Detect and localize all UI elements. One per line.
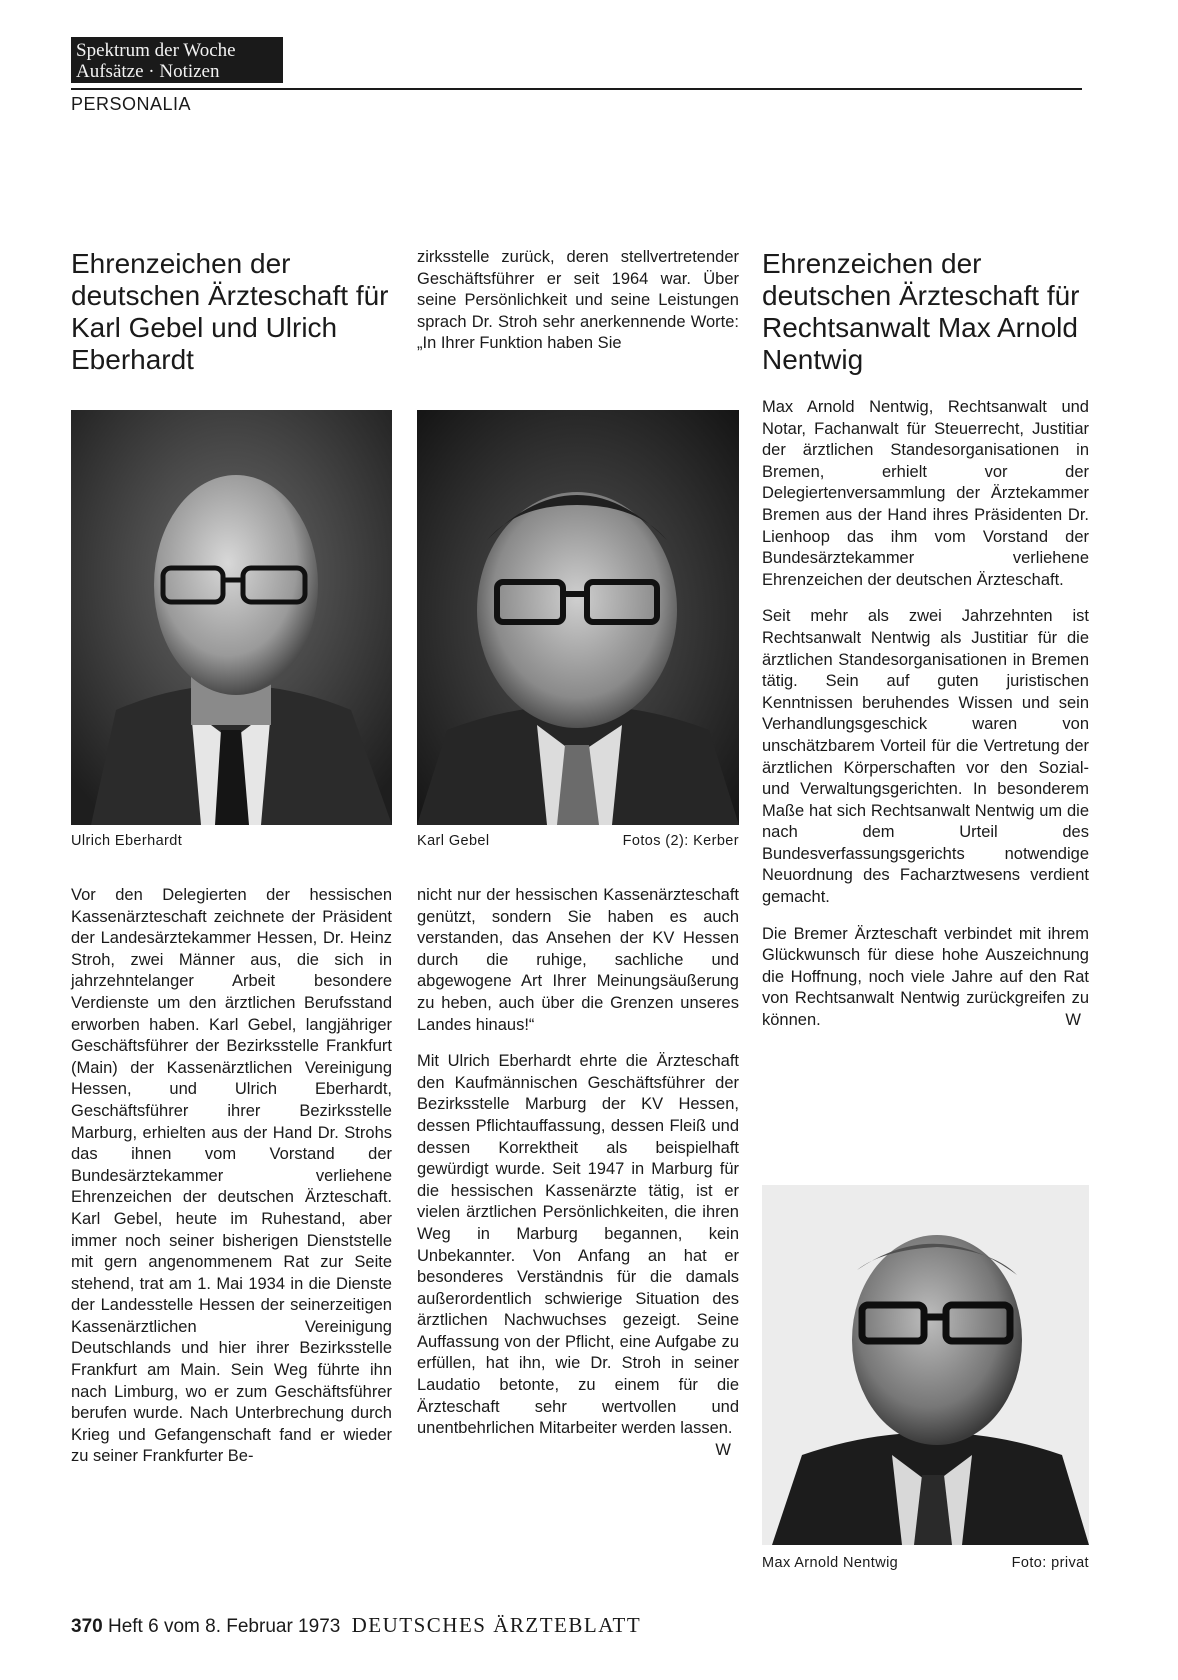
body-paragraph: Max Arnold Nentwig, Rechtsanwalt und Notar, Fachanwalt für Steuerrecht, Justitiar der ärztlichen Standesorganisationen in Bremen, erhielt vor der Delegiertenversammlung der Ärztekammer Bremen aus der Hand ihres Präsidenten Dr. Lienhoop das ihm vom Vorstand der Bundesärztekammer verliehene Ehrenzeichen der deutschen Ärzteschaft. xyxy=(762,398,1089,589)
section-subtitle: Aufsätze · Notizen xyxy=(76,61,220,82)
photo-credit-kerber: Fotos (2): Kerber xyxy=(622,833,739,849)
article-body-column-3 xyxy=(762,397,1089,1032)
body-paragraph xyxy=(762,924,1089,1032)
body-paragraph-text: Mit Ulrich Eberhardt ehrte die Ärzteschaft den Kaufmännischen Geschäftsführer der Bezirksstelle Marburg der KV Hessen, dessen Pflichtauffassung, dessen Fleiß und dessen Korrektheit als beispielhaft gewürdigt wurde. Seit 1947 in Marburg für die hessischen Kassenärzte tätig, ist er vielen ärztlichen Persönlichkeiten, die ihren Weg in Marburg begannen, kein Unbekannter. Von Anfang an hat er besonderes Verständnis für die damals außerordentlich schwierige Situation des ärztlichen Nachwuchses gezeigt. Seine Auffassung von der Pflicht, eine Aufgabe zu erfüllen, hat ihn, wie Dr. Stroh in seiner Laudatio betonte, zu einem für die Ärzteschaft sehr wertvollen und unentbehrlichen Mitarbeiter werden lassen. xyxy=(417,1052,739,1438)
issue-info: Heft 6 vom 8. Februar 1973 xyxy=(107,1616,341,1637)
photo-max-arnold-nentwig xyxy=(762,1185,1089,1545)
article-continuation xyxy=(417,247,739,355)
body-paragraph xyxy=(417,1051,739,1459)
body-paragraph: Vor den Delegierten der hessischen Kassenärzteschaft zeichnete der Präsident der Landesärztekammer Hessen, Dr. Heinz Stroh, zwei Männer aus, die sich in jahrzehntelanger Arbeit besondere Verdienste um den ärztlichen Berufsstand erworben haben. Karl Gebel, langjähriger Geschäftsführer der Bezirksstelle Frankfurt (Main) der Kassenärztlichen Vereinigung Hessen, und Ulrich Eberhardt, Geschäftsführer ihrer Bezirksstelle Marburg, erhielten aus der Hand Dr. Strohs das ihnen vom Vorstand der Bundesärztekammer verliehene Ehrenzeichen der deutschen Ärzteschaft. Karl Gebel, heute im Ruhestand, aber immer noch seiner bisherigen Dienststelle mit gern angenommenem Rat zur Seite stehend, trat am 1. Mai 1934 in die Dienste der Landesstelle Hessen der seinerzeitigen Kassenärztlichen Vereinigung Deutschlands und hier ihrer Bezirksstelle Frankfurt am Main. Sein Weg führte ihn nach Limburg, wo er zum Geschäftsführer berufen wurde. Nach Unterbrechung durch Krieg und Gefangenschaft fand er wieder zu seiner Frankfurter Be- xyxy=(71,886,392,1466)
article-body-column-2 xyxy=(417,885,739,1461)
caption-nentwig: Max Arnold Nentwig xyxy=(762,1555,899,1571)
body-paragraph: Seit mehr als zwei Jahrzehnten ist Rechtsanwalt Nentwig als Justitiar für die ärztlichen Standesorganisationen in Bremen tätig. Sein auf guten juristischen Kenntnissen beruhendes Wissen und sein Verhandlungsgeschick waren von unschätzbarem Vorteil für die Vertretung der ärztlichen Körperschaften vor den Sozial- und Verwaltungsgerichten. In besonderem Maße hat sich Rechtsanwalt Nentwig um die nach dem Urteil des Bundesverfassungsgerichts notwendige Neuordnung des Facharztwesens verdient gemacht. xyxy=(762,607,1089,907)
header-rule xyxy=(71,88,1082,90)
photo-credit-privat: Foto: privat xyxy=(1011,1555,1089,1571)
section-badge xyxy=(71,37,283,83)
author-signoff: W xyxy=(715,1440,731,1459)
page-footer xyxy=(71,1613,641,1638)
caption-gebel: Karl Gebel xyxy=(417,833,490,849)
journal-name: DEUTSCHES ÄRZTEBLATT xyxy=(351,1613,642,1637)
caption-eberhardt: Ulrich Eberhardt xyxy=(71,833,183,849)
body-paragraph-text: Die Bremer Ärzteschaft verbindet mit ihrem Glückwunsch für diese hohe Auszeichnung die Hoffnung, noch viele Jahre auf den Rat von Rechtsanwalt Nentwig zurückgreifen zu können. xyxy=(762,924,1089,1030)
body-paragraph: nicht nur der hessischen Kassenärzteschaft genützt, sondern Sie haben es auch verstanden, das Ansehen der KV Hessen durch die ruhige, sachliche und abgewogene Art Ihrer Meinungsäußerung zu heben, auch über die Grenzen unseres Landes hinaus!“ xyxy=(417,886,739,1034)
page-number: 370 xyxy=(71,1616,103,1637)
photo-karl-gebel xyxy=(417,410,739,825)
headline-nentwig: Ehrenzeichen der deutschen Ärzteschaft für Rechtsanwalt Max Arnold Nentwig xyxy=(762,248,1080,375)
photo-ulrich-eberhardt xyxy=(71,410,392,825)
author-signoff: W xyxy=(1065,1011,1081,1030)
section-title: Spektrum der Woche xyxy=(76,40,236,61)
continuation-paragraph: zirksstelle zurück, deren stellvertretender Geschäftsführer er seit 1964 war. Über seine Persönlichkeit und seine Leistungen sprach Dr. Stroh sehr anerkennende Worte: „In Ihrer Funktion haben Sie xyxy=(417,248,739,353)
article-body-column-1 xyxy=(71,885,392,1468)
section-kicker: PERSONALIA xyxy=(71,94,192,114)
headline-gebel-eberhardt: Ehrenzeichen der deutschen Ärzteschaft für Karl Gebel und Ulrich Eberhardt xyxy=(71,248,389,375)
